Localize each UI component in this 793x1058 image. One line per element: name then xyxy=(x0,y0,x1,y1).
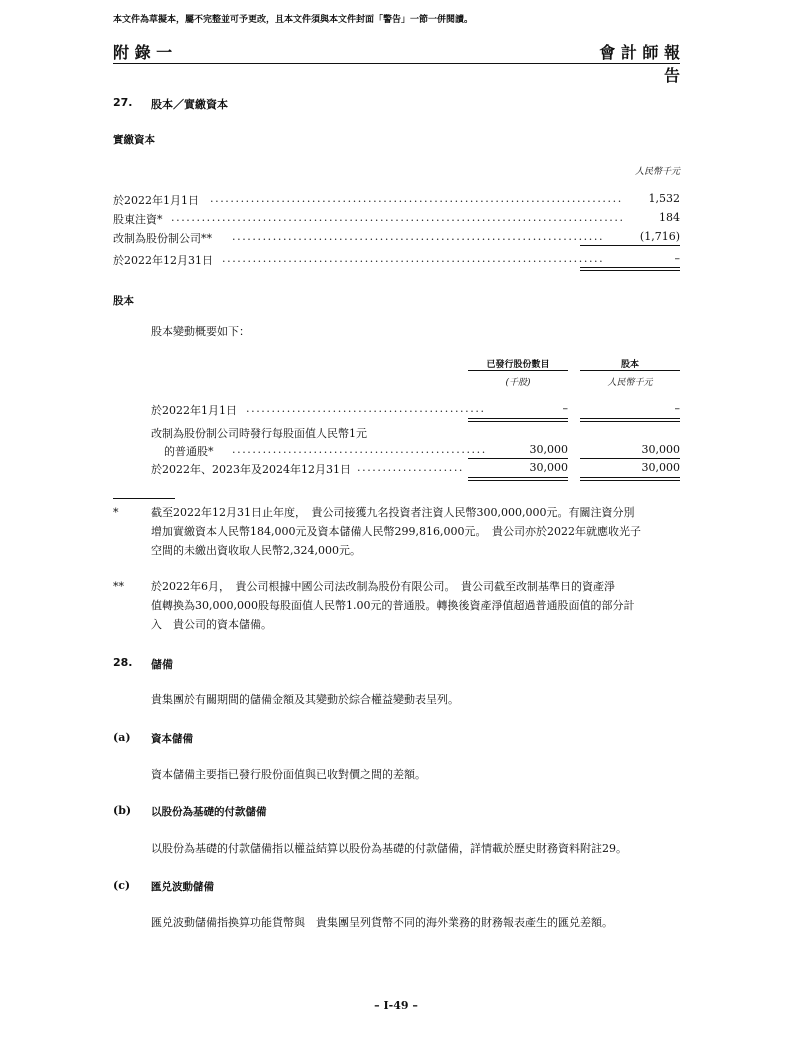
item-title: 以股份為基礎的付款儲備 xyxy=(151,806,267,818)
col-share-capital-header: 股本 xyxy=(620,360,639,370)
share-capital-heading: 股本 xyxy=(113,295,134,307)
report-title: 會 計 師 報 告 xyxy=(599,43,680,85)
share-row-label: 於2022年1月1日 xyxy=(151,404,237,417)
footnote-line: 增加實繳資本人民幣184,000元及資本儲備人民幣299,816,000元。 貴公司亦於2022年就應收光子 xyxy=(151,525,641,538)
paid-in-row-label: 於2022年1月1日 xyxy=(113,194,199,207)
footnote-marker: * xyxy=(113,506,119,519)
section-28-number: 28. xyxy=(113,656,133,669)
share-row-v2: 30,000 xyxy=(641,443,680,456)
dot-leader: ........................................................................... xyxy=(222,252,605,265)
paid-in-row-label: 改制為股份制公司** xyxy=(113,232,212,245)
item-title: 資本儲備 xyxy=(151,733,193,745)
item-title: 匯兑波動儲備 xyxy=(151,881,214,893)
total-rule-double xyxy=(468,480,568,481)
footnote-line: 截至2022年12月31日止年度， 貴公司接獲九名投資者注資人民幣300,000,000元。有關注資分別 xyxy=(151,506,635,519)
footnote-text xyxy=(151,577,691,634)
total-rule xyxy=(468,477,568,478)
dot-leader: ................................................................................. xyxy=(210,192,623,205)
page-number: – I-49 – xyxy=(374,999,418,1012)
item-text: 以股份為基礎的付款儲備指以權益結算以股份為基礎的付款儲備，詳情載於歷史財務資料附註29。 xyxy=(151,842,627,855)
total-rule-double xyxy=(580,270,680,271)
col1-header-rule xyxy=(468,370,568,371)
share-row-v1: 30,000 xyxy=(529,443,568,456)
item-letter: (a) xyxy=(113,731,131,744)
footnote-separator xyxy=(113,498,175,499)
share-row-v1: 30,000 xyxy=(529,461,568,474)
total-rule xyxy=(468,418,568,419)
subtotal-rule xyxy=(468,458,568,459)
share-row-label-line2: 的普通股* xyxy=(164,445,214,458)
section-28-title: 儲備 xyxy=(151,658,173,671)
dot-leader: ..................... xyxy=(357,461,465,474)
share-row-v2: – xyxy=(674,402,680,415)
total-rule xyxy=(580,267,680,268)
header-rule xyxy=(113,63,680,64)
paid-in-capital-heading: 實繳資本 xyxy=(113,134,155,146)
footnote-line: 空間的未繳出資收取人民幣2,324,000元。 xyxy=(151,544,361,557)
appendix-title: 附 錄 一 xyxy=(113,43,173,62)
footnote-line: 於2022年6月， 貴公司根據中國公司法改制為股份有限公司。 貴公司截至改制基準日的資產淨 xyxy=(151,580,615,593)
paid-in-row-value: 184 xyxy=(659,211,680,224)
dot-leader: .................................................. xyxy=(232,443,487,456)
total-rule-double xyxy=(580,421,680,422)
item-text: 資本儲備主要指已發行股份面值與已收對價之間的差額。 xyxy=(151,768,426,781)
paid-in-row-value: (1,716) xyxy=(639,230,680,243)
col1-unit: (千股) xyxy=(505,378,531,388)
paid-in-row-label: 於2022年12月31日 xyxy=(113,254,213,267)
dot-leader: ......................................................................................... xyxy=(171,211,625,224)
item-text: 匯兑波動儲備指換算功能貨幣與 貴集團呈列貨幣不同的海外業務的財務報表產生的匯兑差額。 xyxy=(151,916,613,929)
footnote-line: 入 貴公司的資本儲備。 xyxy=(151,618,272,631)
total-rule-double xyxy=(468,421,568,422)
footnote-marker: ** xyxy=(113,580,124,593)
share-row-label: 於2022年、2023年及2024年12月31日 xyxy=(151,463,351,476)
paid-in-row-value: – xyxy=(674,252,680,265)
draft-disclaimer: 本文件為草擬本，屬不完整並可予更改，且本文件須與本文件封面「警告」一節一併閱讀。 xyxy=(113,15,474,25)
section-27-number: 27. xyxy=(113,96,133,109)
subtotal-rule xyxy=(580,245,680,246)
dot-leader: ............................................... xyxy=(246,402,486,415)
share-capital-intro: 股本變動概要如下： xyxy=(151,325,250,338)
col2-header-rule xyxy=(580,370,680,371)
total-rule xyxy=(580,418,680,419)
total-rule xyxy=(580,477,680,478)
footnote-text xyxy=(151,503,691,560)
paid-in-row-value: 1,532 xyxy=(648,192,680,205)
item-letter: (c) xyxy=(113,879,131,892)
section-28-intro: 貴集團於有關期間的儲備金額及其變動於綜合權益變動表呈列。 xyxy=(151,693,459,706)
paid-in-row-label: 股東注資* xyxy=(113,213,163,226)
total-rule-double xyxy=(580,480,680,481)
share-row-v2: 30,000 xyxy=(641,461,680,474)
share-row-label-line1: 改制為股份制公司時發行每股面值人民幣1元 xyxy=(151,427,367,440)
subtotal-rule xyxy=(580,458,680,459)
paid-in-col-header: 人民幣千元 xyxy=(634,167,680,177)
section-27-title: 股本／實繳資本 xyxy=(151,98,228,111)
share-row-v1: – xyxy=(562,402,568,415)
col-issued-shares-header: 已發行股份數目 xyxy=(486,360,550,370)
footnote-line: 值轉換為30,000,000股每股面值人民幣1.00元的普通股。轉換後資產淨值超過普通股面值的部分計 xyxy=(151,599,635,612)
item-letter: (b) xyxy=(113,804,132,817)
col2-unit: 人民幣千元 xyxy=(607,378,653,388)
dot-leader: ......................................................................... xyxy=(232,230,605,243)
